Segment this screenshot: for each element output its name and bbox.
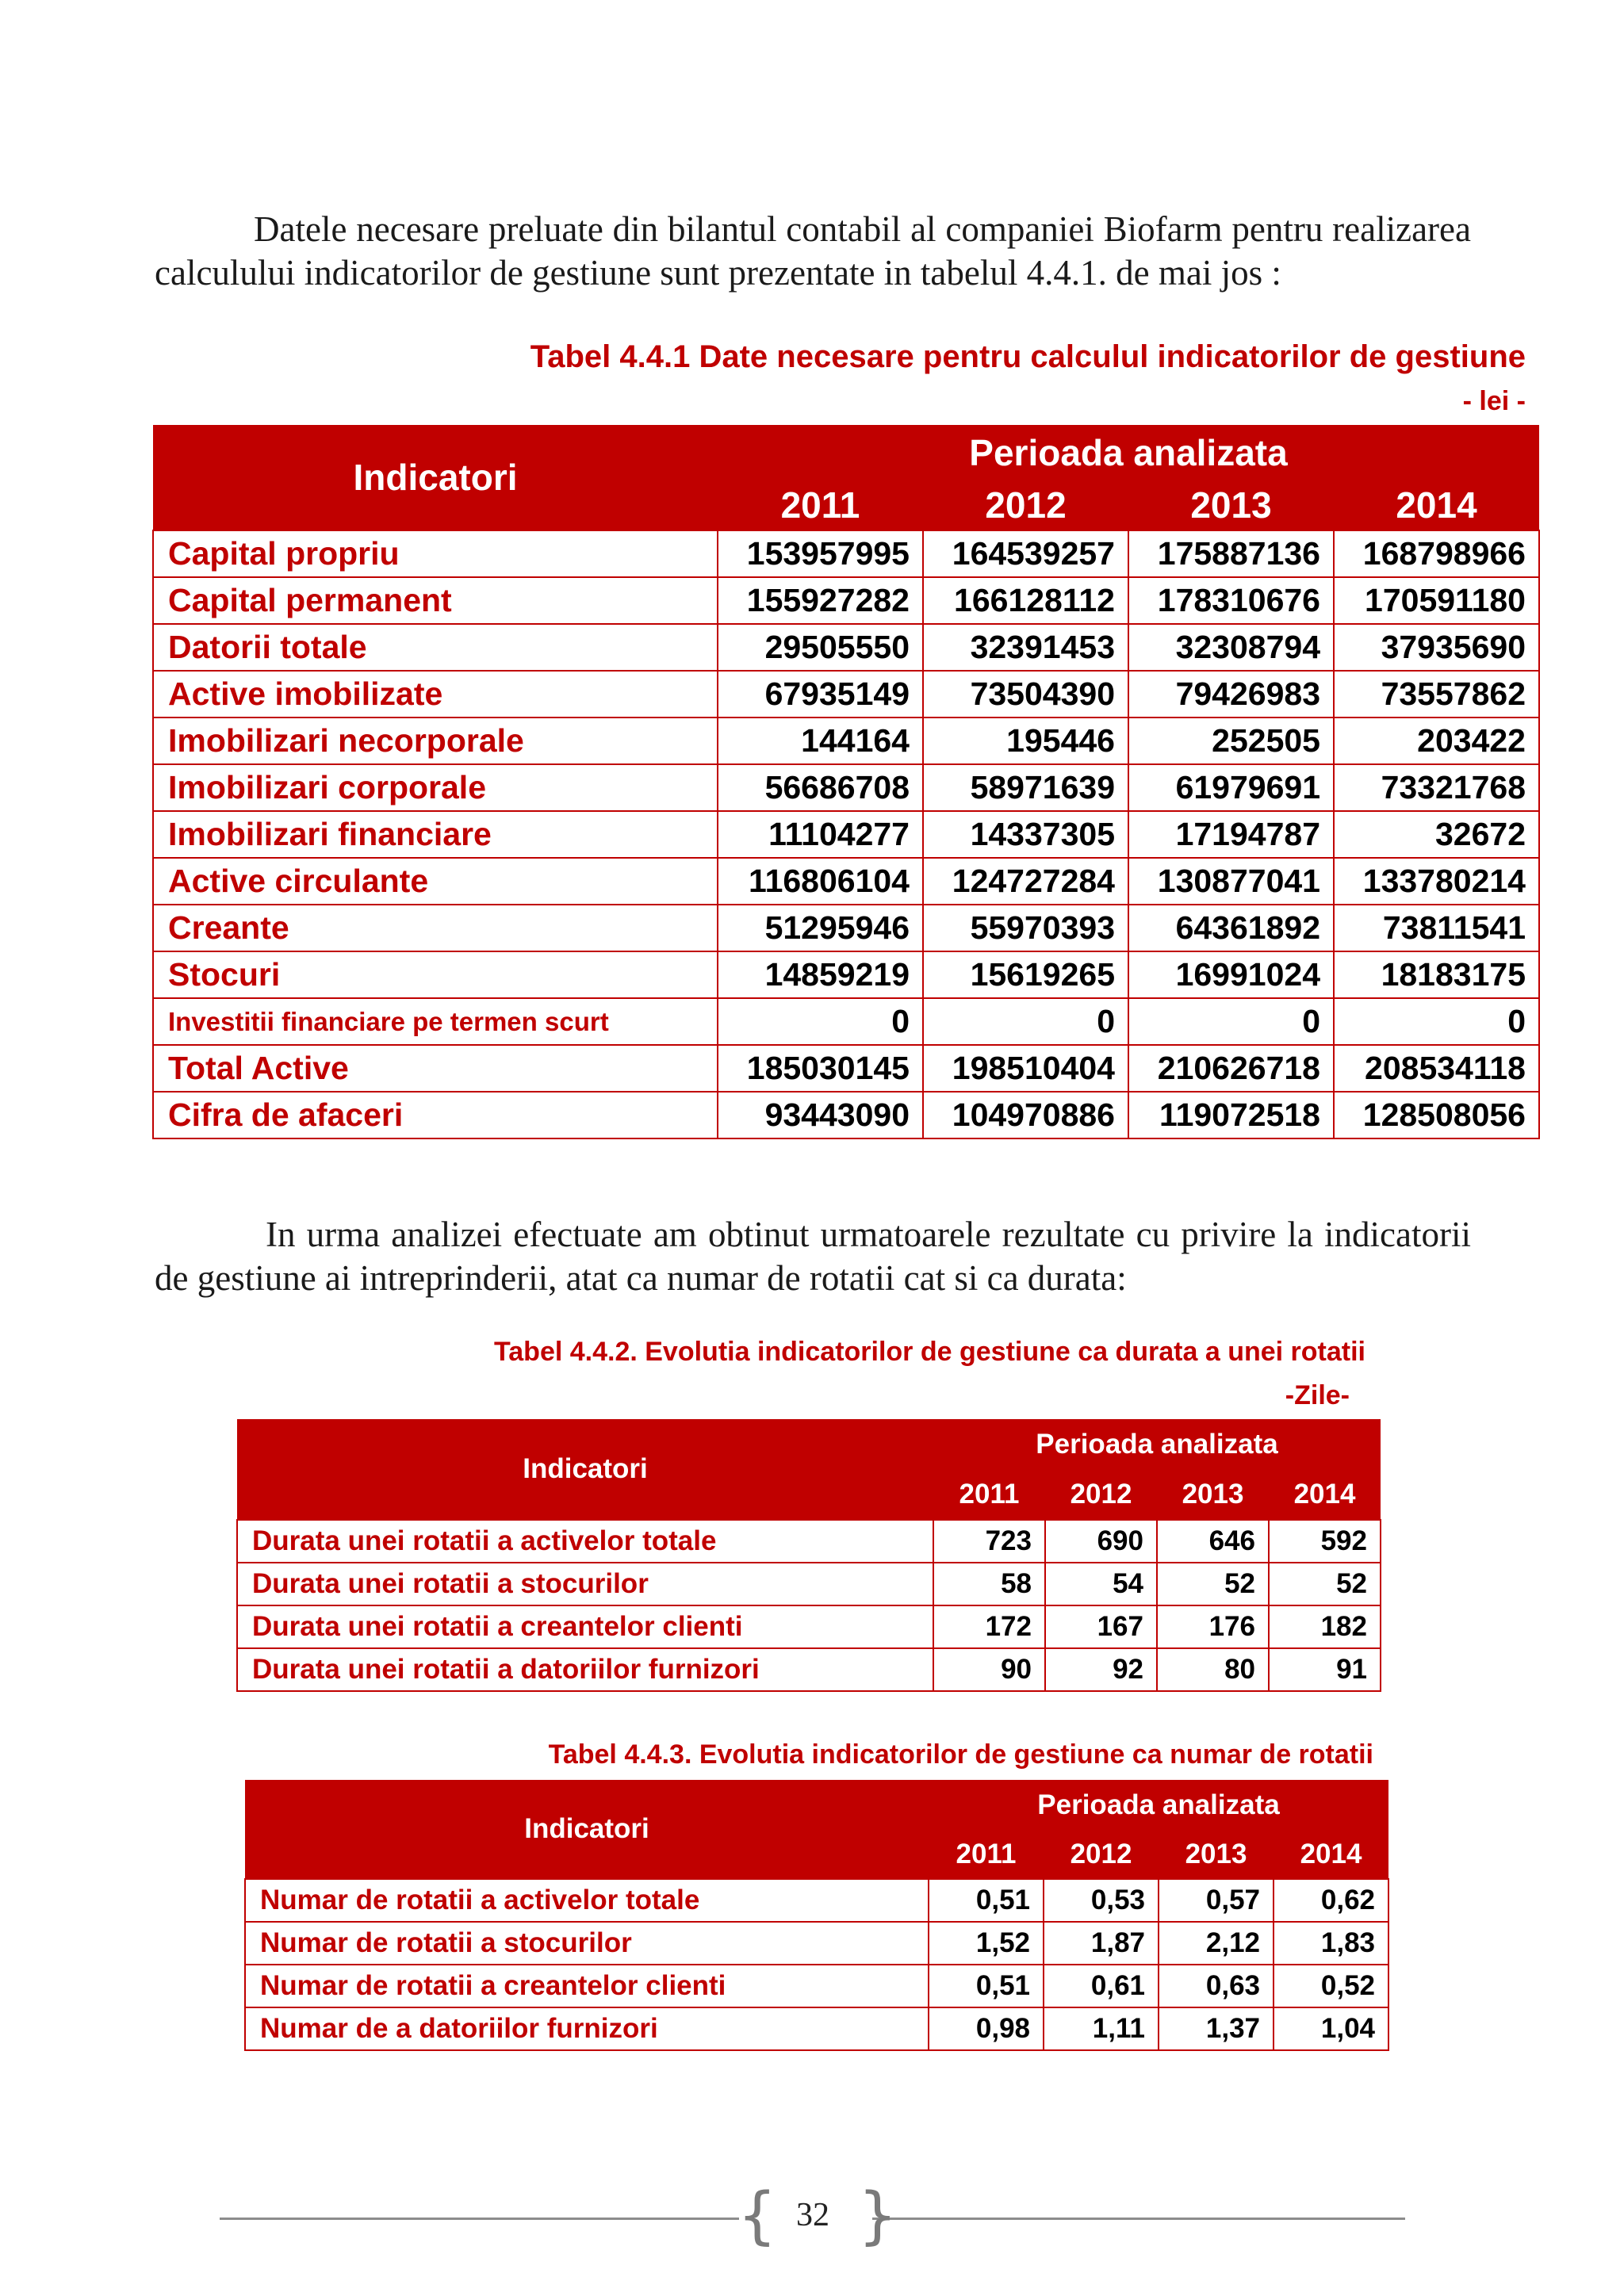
cell-value: 14337305	[923, 811, 1128, 858]
cell-value: 175887136	[1128, 530, 1334, 577]
cell-value: 690	[1045, 1520, 1157, 1563]
table-row	[153, 998, 1539, 1045]
cell-value: 32672	[1334, 811, 1539, 858]
row-label: Numar de a datoriilor furnizori	[245, 2007, 929, 2050]
row-label: Capital permanent	[153, 577, 718, 624]
row-label: Durata unei rotatii a creantelor clienti	[237, 1605, 933, 1648]
cell-value: 80	[1157, 1648, 1269, 1691]
cell-value: 51295946	[718, 905, 923, 951]
cell-value: 32308794	[1128, 624, 1334, 671]
cell-value: 11104277	[718, 811, 923, 858]
cell-value: 61979691	[1128, 764, 1334, 811]
row-label: Active circulante	[153, 858, 718, 905]
cell-value: 198510404	[923, 1045, 1128, 1092]
cell-value: 133780214	[1334, 858, 1539, 905]
cell-value: 55970393	[923, 905, 1128, 951]
row-label: Investitii financiare pe termen scurt	[153, 998, 718, 1045]
cell-value: 124727284	[923, 858, 1128, 905]
table-row	[237, 1520, 1381, 1563]
cell-value: 176	[1157, 1605, 1269, 1648]
cell-value: 0,62	[1274, 1879, 1388, 1922]
cell-value: 54	[1045, 1563, 1157, 1605]
page-number: 32	[796, 2197, 829, 2233]
cell-value: 0	[923, 998, 1128, 1045]
cell-value: 79426983	[1128, 671, 1334, 718]
cell-value: 67935149	[718, 671, 923, 718]
cell-value: 2,12	[1159, 1922, 1274, 1965]
cell-value: 58971639	[923, 764, 1128, 811]
table1-header-year: 2012	[923, 480, 1128, 530]
table2-header-year: 2014	[1269, 1470, 1381, 1520]
cell-value: 0,63	[1159, 1965, 1274, 2007]
cell-value: 0	[718, 998, 923, 1045]
table3-header-year: 2011	[929, 1831, 1044, 1879]
cell-value: 252505	[1128, 718, 1334, 764]
intro-paragraph: Datele necesare preluate din bilantul contabil al companiei Biofarm pentru realizarea calculului indicatorilor de gestiune sunt prezentate in tabelul 4.4.1. de mai jos :	[155, 209, 1471, 293]
table3-header-year: 2012	[1044, 1831, 1159, 1879]
table-row	[153, 671, 1539, 718]
table1-header-year: 2013	[1128, 480, 1334, 530]
table-row	[153, 718, 1539, 764]
cell-value: 195446	[923, 718, 1128, 764]
table-row	[245, 1965, 1388, 2007]
cell-value: 144164	[718, 718, 923, 764]
right-brace-icon: }	[858, 2180, 898, 2252]
cell-value: 17194787	[1128, 811, 1334, 858]
cell-value: 73557862	[1334, 671, 1539, 718]
cell-value: 0	[1128, 998, 1334, 1045]
table2-header-indicator: Indicatori	[237, 1419, 933, 1520]
cell-value: 73811541	[1334, 905, 1539, 951]
cell-value: 18183175	[1334, 951, 1539, 998]
row-label: Active imobilizate	[153, 671, 718, 718]
cell-value: 128508056	[1334, 1092, 1539, 1138]
table-row	[153, 905, 1539, 951]
table-row	[153, 624, 1539, 671]
row-label: Durata unei rotatii a datoriilor furnizori	[237, 1648, 933, 1691]
cell-value: 93443090	[718, 1092, 923, 1138]
cell-value: 155927282	[718, 577, 923, 624]
table3-header-indicator: Indicatori	[245, 1780, 929, 1879]
table-row	[153, 1045, 1539, 1092]
cell-value: 185030145	[718, 1045, 923, 1092]
table2-header-year: 2011	[933, 1470, 1045, 1520]
row-label: Capital propriu	[153, 530, 718, 577]
table3-header-year: 2014	[1274, 1831, 1388, 1879]
cell-value: 210626718	[1128, 1045, 1334, 1092]
cell-value: 0,57	[1159, 1879, 1274, 1922]
cell-value: 172	[933, 1605, 1045, 1648]
table1-header-indicator: Indicatori	[153, 425, 718, 530]
cell-value: 0,61	[1044, 1965, 1159, 2007]
footer-rule-right	[872, 2218, 1405, 2220]
table2-header-year: 2012	[1045, 1470, 1157, 1520]
cell-value: 119072518	[1128, 1092, 1334, 1138]
table-row	[153, 1092, 1539, 1138]
table-row	[245, 1879, 1388, 1922]
middle-paragraph: In urma analizei efectuate am obtinut urmatoarele rezultate cu privire la indicatorii de gestiune ai intreprinderii, atat ca numar de rotatii cat si ca durata:	[155, 1215, 1471, 1298]
cell-value: 0,52	[1274, 1965, 1388, 2007]
table3	[244, 1780, 1389, 2051]
table-row	[153, 764, 1539, 811]
cell-value: 91	[1269, 1648, 1381, 1691]
row-label: Imobilizari necorporale	[153, 718, 718, 764]
cell-value: 646	[1157, 1520, 1269, 1563]
cell-value: 104970886	[923, 1092, 1128, 1138]
row-label: Creante	[153, 905, 718, 951]
row-label: Numar de rotatii a activelor totale	[245, 1879, 929, 1922]
table2-header-period: Perioada analizata	[933, 1419, 1381, 1470]
cell-value: 1,04	[1274, 2007, 1388, 2050]
table-row	[153, 577, 1539, 624]
cell-value: 52	[1269, 1563, 1381, 1605]
cell-value: 0,98	[929, 2007, 1044, 2050]
cell-value: 32391453	[923, 624, 1128, 671]
cell-value: 1,52	[929, 1922, 1044, 1965]
table-row	[237, 1648, 1381, 1691]
cell-value: 116806104	[718, 858, 923, 905]
cell-value: 0	[1334, 998, 1539, 1045]
cell-value: 178310676	[1128, 577, 1334, 624]
table1	[152, 425, 1540, 1139]
cell-value: 130877041	[1128, 858, 1334, 905]
row-label: Numar de rotatii a creantelor clienti	[245, 1965, 929, 2007]
row-label: Imobilizari financiare	[153, 811, 718, 858]
cell-value: 168798966	[1334, 530, 1539, 577]
table-row	[153, 951, 1539, 998]
cell-value: 203422	[1334, 718, 1539, 764]
table3-caption: Tabel 4.4.3. Evolutia indicatorilor de gestiune ca numar de rotatii	[548, 1739, 1373, 1770]
cell-value: 592	[1269, 1520, 1381, 1563]
cell-value: 56686708	[718, 764, 923, 811]
table-row	[153, 811, 1539, 858]
cell-value: 182	[1269, 1605, 1381, 1648]
row-label: Stocuri	[153, 951, 718, 998]
cell-value: 73321768	[1334, 764, 1539, 811]
table2-caption: Tabel 4.4.2. Evolutia indicatorilor de gestiune ca durata a unei rotatii	[494, 1337, 1365, 1367]
table2-header-year: 2013	[1157, 1470, 1269, 1520]
cell-value: 167	[1045, 1605, 1157, 1648]
cell-value: 1,37	[1159, 2007, 1274, 2050]
cell-value: 73504390	[923, 671, 1128, 718]
table-row	[237, 1605, 1381, 1648]
row-label: Imobilizari corporale	[153, 764, 718, 811]
cell-value: 29505550	[718, 624, 923, 671]
cell-value: 1,11	[1044, 2007, 1159, 2050]
cell-value: 0,51	[929, 1965, 1044, 2007]
cell-value: 1,83	[1274, 1922, 1388, 1965]
table1-header-year: 2014	[1334, 480, 1539, 530]
table-row	[153, 530, 1539, 577]
footer-rule-left	[220, 2218, 739, 2220]
cell-value: 52	[1157, 1563, 1269, 1605]
cell-value: 58	[933, 1563, 1045, 1605]
cell-value: 64361892	[1128, 905, 1334, 951]
table2-unit: -Zile-	[1285, 1380, 1350, 1410]
table-row	[245, 1922, 1388, 1965]
cell-value: 208534118	[1334, 1045, 1539, 1092]
cell-value: 0,51	[929, 1879, 1044, 1922]
cell-value: 164539257	[923, 530, 1128, 577]
row-label: Cifra de afaceri	[153, 1092, 718, 1138]
cell-value: 0,53	[1044, 1879, 1159, 1922]
table-row	[245, 2007, 1388, 2050]
cell-value: 92	[1045, 1648, 1157, 1691]
row-label: Durata unei rotatii a activelor totale	[237, 1520, 933, 1563]
cell-value: 90	[933, 1648, 1045, 1691]
row-label: Numar de rotatii a stocurilor	[245, 1922, 929, 1965]
row-label: Total Active	[153, 1045, 718, 1092]
cell-value: 15619265	[923, 951, 1128, 998]
table-row	[237, 1563, 1381, 1605]
cell-value: 170591180	[1334, 577, 1539, 624]
table1-header-year: 2011	[718, 480, 923, 530]
left-brace-icon: {	[737, 2180, 777, 2252]
cell-value: 1,87	[1044, 1922, 1159, 1965]
cell-value: 16991024	[1128, 951, 1334, 998]
cell-value: 37935690	[1334, 624, 1539, 671]
table3-header-year: 2013	[1159, 1831, 1274, 1879]
table2	[236, 1419, 1381, 1692]
table1-unit: - lei -	[1462, 386, 1526, 416]
row-label: Durata unei rotatii a stocurilor	[237, 1563, 933, 1605]
cell-value: 166128112	[923, 577, 1128, 624]
cell-value: 723	[933, 1520, 1045, 1563]
table1-caption: Tabel 4.4.1 Date necesare pentru calculul indicatorilor de gestiune	[530, 339, 1526, 374]
row-label: Datorii totale	[153, 624, 718, 671]
cell-value: 153957995	[718, 530, 923, 577]
table1-header-period: Perioada analizata	[718, 425, 1539, 480]
cell-value: 14859219	[718, 951, 923, 998]
table-row	[153, 858, 1539, 905]
table3-header-period: Perioada analizata	[929, 1780, 1388, 1831]
